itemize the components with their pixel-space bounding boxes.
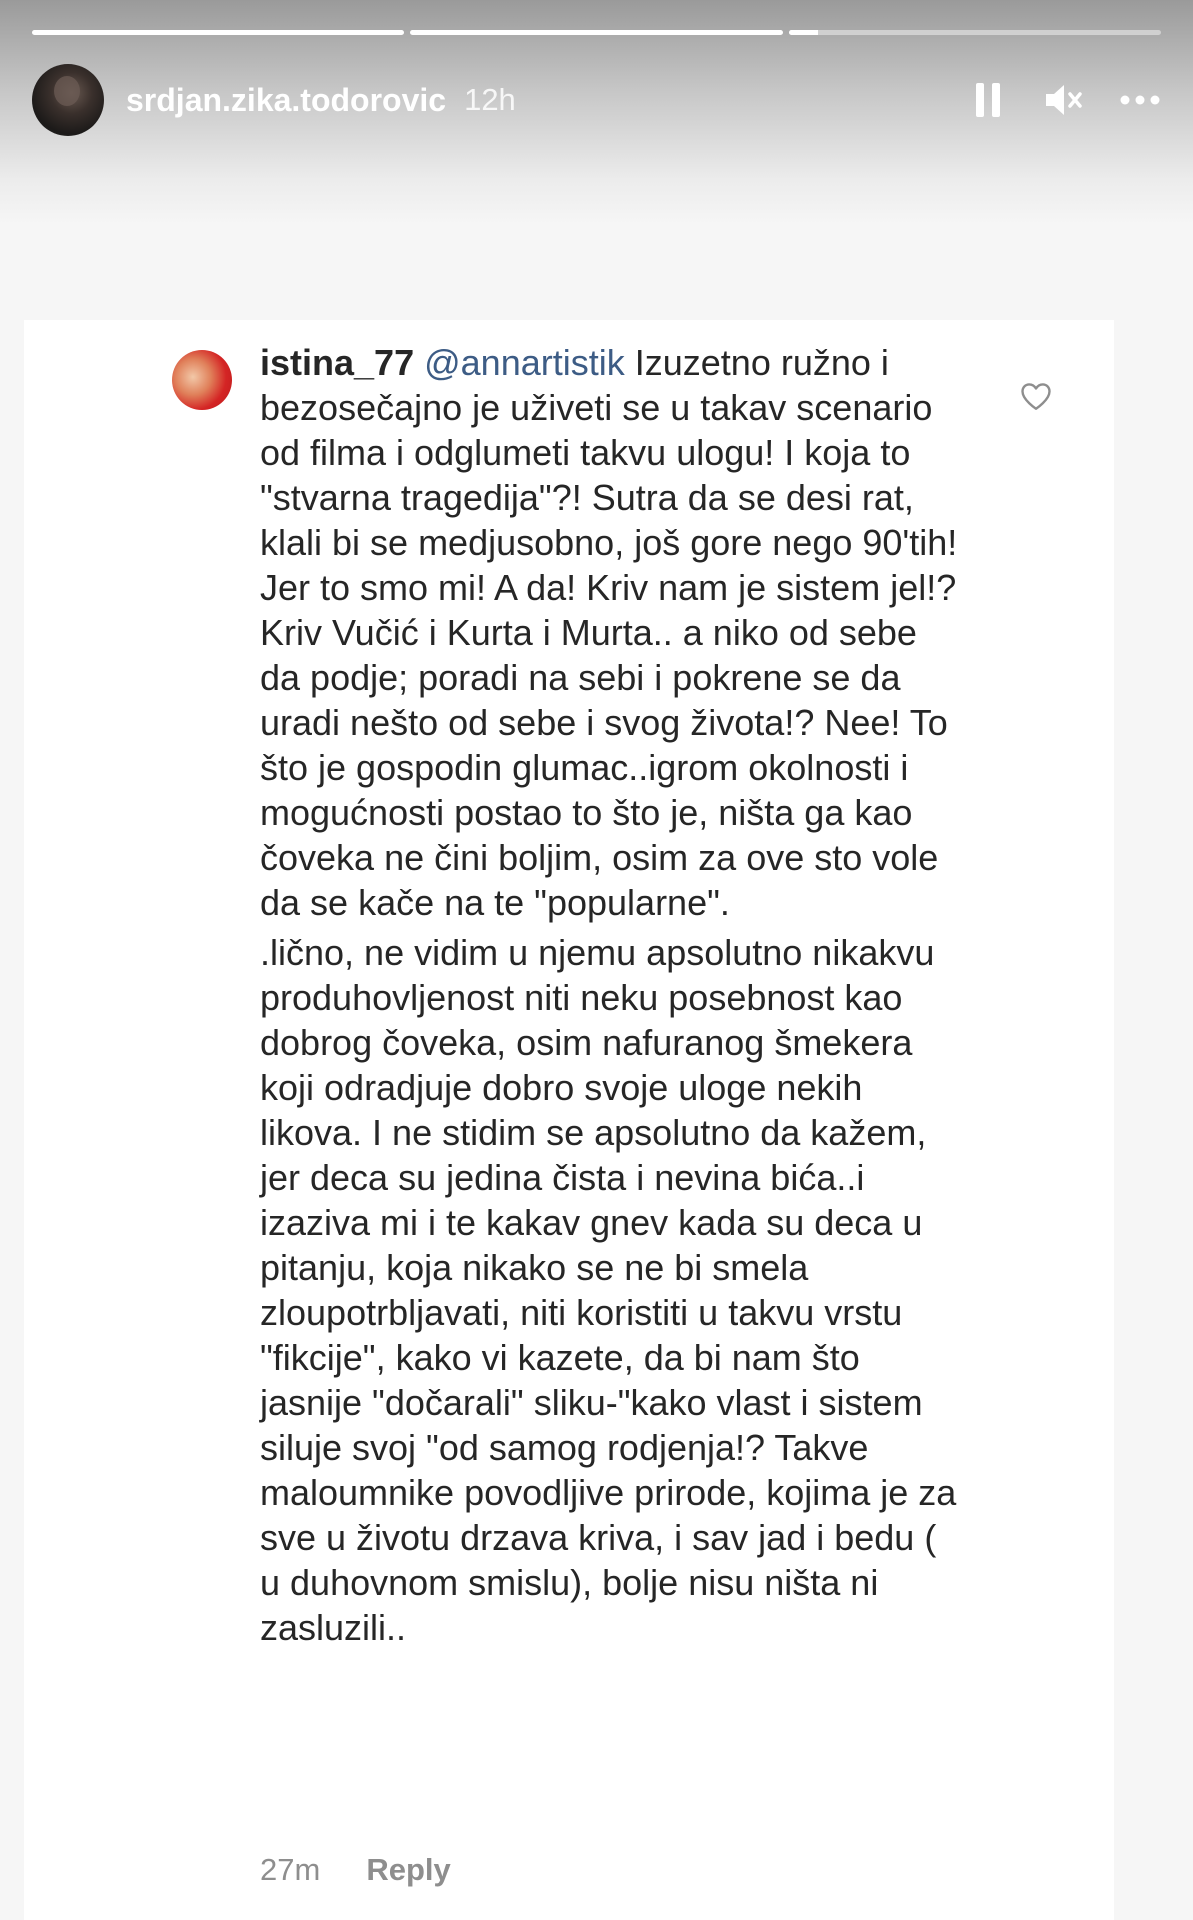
progress-segment <box>32 30 404 35</box>
story-username[interactable]: srdjan.zika.todorovic <box>126 81 447 118</box>
story-header <box>32 64 1161 136</box>
heart-outline-icon[interactable] <box>1018 378 1054 414</box>
comment-timestamp: 27m <box>260 1852 321 1887</box>
comment-meta <box>260 1852 451 1888</box>
comment-text-paragraph-2: .lično, ne vidim u njemu apsolutno nikakvu produhovljenost niti neku posebnost kao dobrog čoveka, osim nafuranog šmekera koji odradjuje dobro svoje uloge nekih likova. I ne stidim se apsolutno da kažem, jer deca su jedina čista i nevina bića..i izaziva mi i te kakav gnev kada su deca u pitanju, koja nikako se ne bi smela zloupotrbljavati, niti koristiti u takvu vrstu "fikcije", kako vi kazete, da bi nam što jasnije "dočarali" sliku-"kako vlast i sistem siluje svoj "od samog rodjenja!? Takve maloumnike povodljive prirode, kojima je za sve u životu drzava kriva, i sav jad i bedu ( u duhovnom smislu), bolje nisu ništa ni zasluzili.. <box>260 932 957 1648</box>
comment-body <box>260 340 960 1650</box>
more-horizontal-icon[interactable] <box>1119 79 1161 121</box>
comment-mention[interactable]: @annartistik <box>424 342 625 383</box>
commenter-avatar[interactable] <box>172 350 232 410</box>
story-controls <box>967 79 1161 121</box>
story-timestamp: 12h <box>464 82 516 117</box>
reply-button[interactable]: Reply <box>366 1852 451 1887</box>
comment-author[interactable]: istina_77 <box>260 342 415 383</box>
progress-segment <box>789 30 1161 35</box>
comment-text-paragraph-1: Izuzetno ružno i bezosečajno je uživeti se u takav scenario od filma i odglumeti takvu ulogu! I koja to "stvarna tragedija"?! Sutra da se desi rat, klali bi se medjusobno, još gore nego 90'tih! Jer to smo mi! A da! Kriv nam je sistem jel!? Kriv Vučić i Kurta i Murta.. a niko od sebe da podje; poradi na sebi i pokrene se da uradi nešto od sebe i svog života!? Nee! To što je gospodin glumac..igrom okolnosti i mogućnosti postao to što je, ništa ga kao čoveka ne čini boljim, osim za ove sto vole da se kače na te "popularne". <box>260 342 958 923</box>
progress-fill <box>32 30 404 35</box>
progress-fill <box>410 30 782 35</box>
progress-segment <box>410 30 782 35</box>
avatar-face <box>54 76 80 106</box>
story-user-avatar[interactable] <box>32 64 104 136</box>
progress-fill <box>789 30 819 35</box>
speaker-muted-icon[interactable] <box>1043 79 1085 121</box>
story-progress-bar <box>32 30 1161 35</box>
pause-icon[interactable] <box>967 79 1009 121</box>
